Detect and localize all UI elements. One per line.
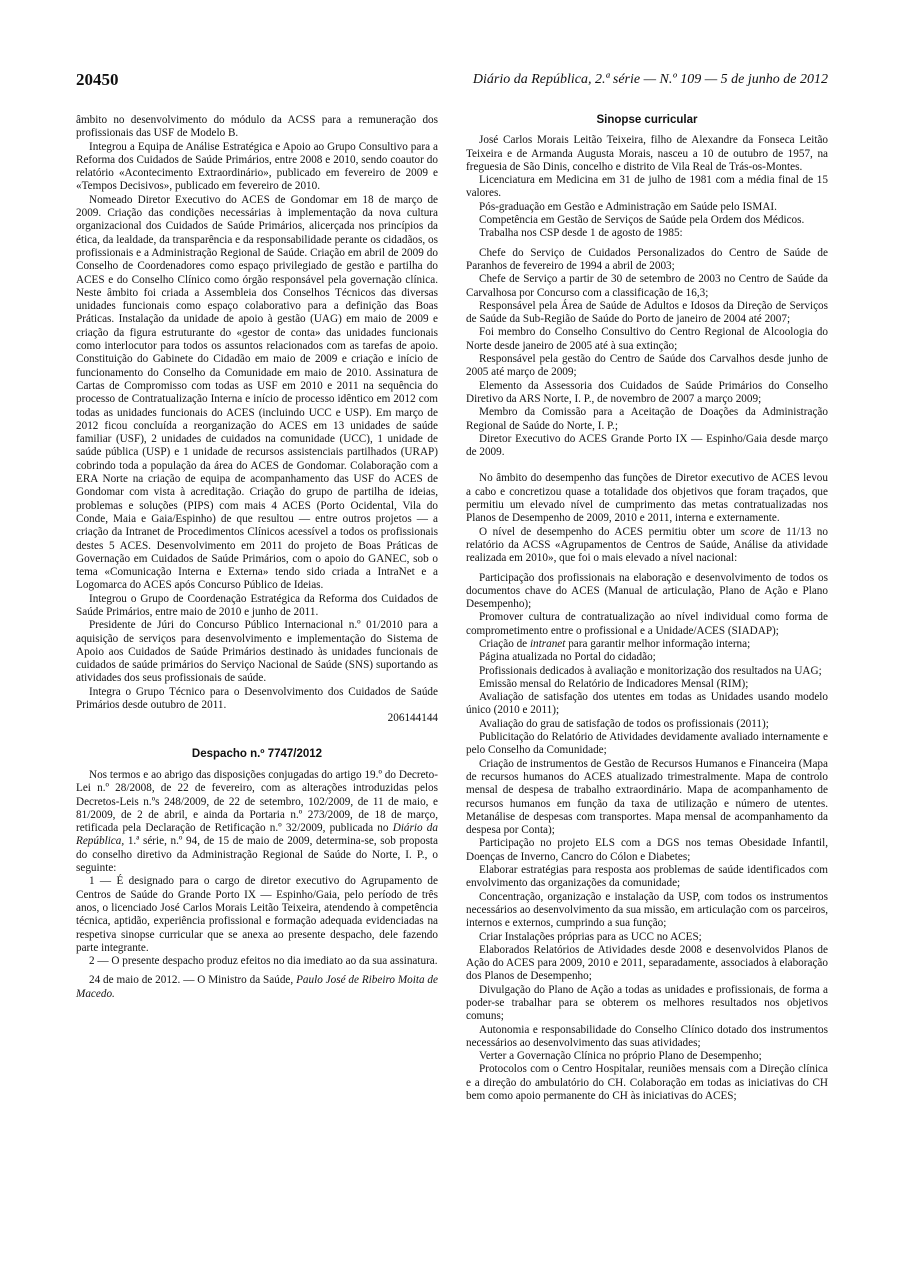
list-item: Autonomia e responsabilidade do Conselho Clínico dotado dos instrumentos necessários ao desenvolvimento das suas atividades;	[466, 1023, 828, 1049]
right-column	[466, 114, 828, 1103]
list-item: Participação dos profissionais na elaboração e desenvolvimento de todos os documentos chave do ACES (Manual de articulação, Plano de Ação e Plano Desempenho);	[466, 571, 828, 611]
list-item: Elaborar estratégias para resposta aos problemas de saúde identificados com envolvimento das organizações da comunidade;	[466, 864, 828, 890]
list-item: Concentração, organização e instalação da USP, com todos os instrumentos necessários ao desenvolvimento da sua missão, em articulação com os parceiros, internos e externos, cumprindo a sua função;	[466, 890, 828, 930]
paragraph: 1 — É designado para o cargo de diretor executivo do Agrupamento de Centros de Saúde do Grande Porto IX — Espinho/Gaia, pelo período de três anos, o licenciado José Carlos Morais Leitão Teixeira, atendendo à competência técnica, aptidão, experiência profissional e formação adequada evidenciadas na respetiva sinopse curricular que se anexa ao presente despacho, dele fazendo parte integrante.	[76, 875, 438, 954]
list-item: Elaborados Relatórios de Atividades desde 2008 e desenvolvidos Planos de Ação do ACES para 2009, 2010 e 2011, separadamente, associados à elaboração dos Planos de Desempenho;	[466, 943, 828, 983]
list-item: Chefe de Serviço a partir de 30 de setembro de 2003 no Centro de Saúde da Carvalhosa por Concurso com a classificação de 16,3;	[466, 273, 828, 299]
italic-segment: score	[740, 525, 765, 538]
paragraph: José Carlos Morais Leitão Teixeira, filho de Alexandre da Fonseca Leitão Teixeira e de Armanda Augusta Morais, nasceu a 10 de outubro de 1957, na freguesia de São Dinis, concelho e distrito de Vila Real de Trás-os-Montes.	[466, 134, 828, 173]
paragraph: Integrou o Grupo de Coordenação Estratégica da Reforma dos Cuidados de Saúde Primários, entre maio de 2010 e junho de 2011.	[76, 592, 438, 618]
list-item: Emissão mensal do Relatório de Indicadores Mensal (RIM);	[479, 677, 749, 690]
text-segment: Nos termos e ao abrigo das disposições conjugadas do artigo 19.º do Decreto-Lei n.º 28/2008, de 22 de fevereiro, com as alterações introduzidas pelos Decretos-Leis n.ºs 248/2009, de 22 de setembro, 102/2009, de 11 de maio, e 81/2009, de 2 de abril, e ainda da Portaria n.º 273/2009, de 18 de março, retificada pela Declaração de Retificação n.º 32/2009, publicada no	[76, 768, 438, 835]
list-item: Diretor Executivo do ACES Grande Porto IX — Espinho/Gaia desde março de 2009.	[466, 432, 828, 459]
list-item: Publicitação do Relatório de Atividades devidamente avaliado internamente e pelo Conselho da Comunidade;	[466, 731, 828, 757]
text-segment: 24 de maio de 2012. — O Ministro da Saúde,	[89, 974, 294, 987]
text-segment: de 11/13 no relatório da ACSS «Agrupamentos de Centros de Saúde, Análise da atividade realizada em 2010», que foi o mais elevado a nível nacional:	[466, 525, 828, 565]
list-item: Participação no projeto ELS com a DGS nos temas Obesidade Infantil, Doenças de Inverno, Cancro do Cólon e Diabetes;	[466, 837, 828, 863]
text-segment: O nível de desempenho do ACES permitiu obter um	[479, 525, 735, 538]
list-item: Chefe do Serviço de Cuidados Personalizados do Centro de Saúde de Paranhos de fevereiro de 1994 a abril de 2003;	[466, 246, 828, 272]
text-segment: 1.ª série, n.º 94, de 15 de maio de 2009, determina-se, sob proposta do conselho diretivo da Administração Regional de Saúde do Norte, I. P., o seguinte:	[76, 835, 438, 875]
list-item: Página atualizada no Portal do cidadão;	[479, 651, 656, 664]
list-item: Avaliação de satisfação dos utentes em todas as Unidades usando modelo único (2010 e 2011);	[466, 691, 828, 717]
list-item: Membro da Comissão para a Aceitação de Doações da Administração Regional de Saúde do Norte, I. P.;	[466, 406, 828, 432]
list-item: Foi membro do Conselho Consultivo do Centro Regional de Alcoologia do Norte desde janeiro de 2005 até à sua extinção;	[466, 326, 828, 352]
paragraph: Presidente de Júri do Concurso Público Internacional n.º 01/2010 para a aquisição de serviços para desenvolvimento e implementação do Sistema de Apoio aos Cuidados de Saúde Primários destinado às unidades funcionais de cuidados de saúde primários do Serviço Nacional de Saúde (SNS) suportando as atividades dos seus profissionais de saúde.	[76, 619, 438, 685]
despacho-heading-wrap	[76, 748, 438, 761]
paragraph	[76, 769, 438, 875]
page-number: 20450	[76, 70, 119, 89]
paragraph: 2 — O presente despacho produz efeitos no dia imediato ao da sua assinatura.	[89, 955, 438, 968]
paragraph: Competência em Gestão de Serviços de Saúde pela Ordem dos Médicos.	[479, 214, 805, 227]
paragraph	[466, 526, 828, 566]
despacho-title: Despacho n.º 7747/2012	[191, 747, 323, 760]
signatory-name: Paulo José de Ribeiro Moita de Macedo.	[76, 974, 438, 1000]
list-item: Responsável pela Área de Saúde de Adultos e Idosos da Direção de Serviços de Saúde da Sub-Região de Saúde do Porto de janeiro de 2004 até 2007;	[466, 299, 828, 326]
paragraph: Nomeado Diretor Executivo do ACES de Gondomar em 18 de março de 2009. Criação das condições necessárias à implementação da nova cultura organizacional dos Cuidados de Saúde Primários, alicerçada nos princípios da ética, da lealdade, da transparência e da responsabilidade perante os cidadãos, os profissionais e a Administração Regional de Saúde. Criação em abril de 2009 do Conselho de Coordenadores como espaço privilegiado de gestão e partilha do ACES e do Conselho Clínico como órgão responsável pela governação clínica. Neste âmbito foi criada a Assembleia dos Conselhos Técnicos das diversas unidades funcionais como espaço colaborativo para a definição das Boas Práticas. Instalação da unidade de apoio à gestão (UAG) em maio de 2009 e criação da figura estruturante do «gestor de conta» das unidades funcionais como interlocutor para todos os assuntos relacionados com as tarefas de apoio. Constituição do Gabinete do Cidadão em maio de 2009 e criação e início de funcionamento do Conselho da Comunidade em maio de 2010. Assinatura de Cartas de Compromisso com todas as USF em 2010 e 2011 na sequência do processo de Contratualização Interna e início de processo idêntico em 2012 com todas as unidades funcionais do ACES (incluindo UCC e USP). Em março de 2012 ficou concluída a reorganização do ACES em 13 unidades de saúde familiar (USF), 2 unidades de cuidados na comunidade (UCC), 1 unidade de saúde pública (USP) e 1 unidade de recursos assistenciais partilhados (URAP) cobrindo toda a população da área do ACES de Gondomar. Colaboração com a ERA Norte na criação de equipa de acompanhamento das USF do ACES de Gondomar com vista à acreditação. Criação do grupo de partilha de ideias, problemas e soluções (PIPS) com mais 4 ACES (Porto Ocidental, Vila do Conde, Maia e Gaia/Espinho) de que resultou — entre outros projetos — a criação da Intranet de Procedimentos Clínicos acessível a todos os profissionais destes 5 ACES. Desenvolvimento em 2011 do projeto de Boas Práticas de Governação em Cuidados de Saúde Primários, com o apoio do GANEC, sob o tema «Comunicação Interna e Externa» tendo sido criada a IntraNet e a Logomarca do ACES após Concurso Público de Ideias.	[76, 193, 438, 592]
list-item: Criação de instrumentos de Gestão de Recursos Humanos e Financeira (Mapa de recursos humanos do ACES atualizado trimestralmente. Mapa de controlo mensal de despesa de trabalho extraordinário. Mapa de acompanhamento de recursos humanos em função da taxa de utilização e número de utentes. Metanálise de despesas com transportes. Mapa mensal de acompanhamento da despesa por Conta);	[466, 757, 828, 837]
list-item: Protocolos com o Centro Hospitalar, reuniões mensais com a Direção clínica e a direção do ambulatório do CH. Colaboração em todas as iniciativas do CH bem como apoio permanente do CH às iniciativas do ACES;	[466, 1063, 828, 1103]
list-item: Responsável pela gestão do Centro de Saúde dos Carvalhos desde junho de 2005 até março de 2009;	[466, 353, 828, 379]
list-item: Elemento da Assessoria dos Cuidados de Saúde Primários do Conselho Diretivo da ARS Norte, I. P., de novembro de 2007 a março 2009;	[466, 379, 828, 405]
list-item	[466, 638, 828, 651]
paragraph: Integra o Grupo Técnico para o Desenvolvimento dos Cuidados de Saúde Primários desde outubro de 2011.	[76, 685, 438, 712]
list-item: Avaliação do grau de satisfação de todos os profissionais (2011);	[479, 717, 769, 730]
list-item: Promover cultura de contratualização ao nível individual como forma de comprometimento entre o profissional e a Unidade/ACES (SIADAP);	[466, 611, 828, 637]
paragraph: Integrou a Equipa de Análise Estratégica e Apoio ao Grupo Consultivo para a Reforma dos Cuidados de Saúde Primários, entre 2008 e 2010, sendo coautor do relatório «Acontecimento Extraordinário», publicado em fevereiro de 2009 e «Tempos Decisivos», publicado em fevereiro de 2010.	[76, 140, 438, 193]
paragraph: âmbito no desenvolvimento do módulo da ACSS para a remuneração dos profissionais das USF de Modelo B.	[76, 114, 438, 140]
paragraph: No âmbito do desempenho das funções de Diretor executivo de ACES levou a cabo e concretizou quase a totalidade dos objetivos que foram traçados, que permitiu um elevado nível de cumprimento das metas contratualizadas nos Planos de Desempenho de 2009, 2010 e 2011, interna e externamente.	[466, 472, 828, 525]
page-header	[76, 70, 828, 94]
text-segment: para garantir melhor informação interna;	[568, 637, 751, 650]
paragraph: Licenciatura em Medicina em 31 de julho de 1981 com a média final de 15 valores.	[466, 174, 828, 200]
reference-number: 206144144	[387, 712, 438, 725]
list-item: Criar Instalações próprias para as UCC no ACES;	[479, 930, 702, 943]
italic-segment: Diário da República,	[76, 822, 438, 848]
signature-line	[76, 974, 438, 1001]
sinopse-heading-wrap	[466, 114, 828, 127]
sinopse-title: Sinopse curricular	[596, 114, 698, 126]
paragraph: Pós-graduação em Gestão e Administração em Saúde pelo ISMAI.	[479, 200, 777, 213]
list-item: Divulgação do Plano de Ação a todas as unidades e profissionais, de forma a poder-se trabalhar para se obterem os melhores resultados nos objetivos comuns;	[466, 983, 828, 1023]
italic-segment: intranet	[529, 637, 566, 650]
journal-title: Diário da República, 2.ª série — N.º 109 — 5 de junho de 2012	[472, 72, 828, 87]
paragraph: Trabalha nos CSP desde 1 de agosto de 1985:	[479, 227, 683, 240]
list-item: Verter a Governação Clínica no próprio Plano de Desempenho;	[479, 1050, 762, 1063]
list-item: Profissionais dedicados à avaliação e monitorização dos resultados na UAG;	[479, 664, 822, 677]
text-segment: Criação de	[479, 637, 528, 650]
left-column	[76, 114, 438, 1001]
